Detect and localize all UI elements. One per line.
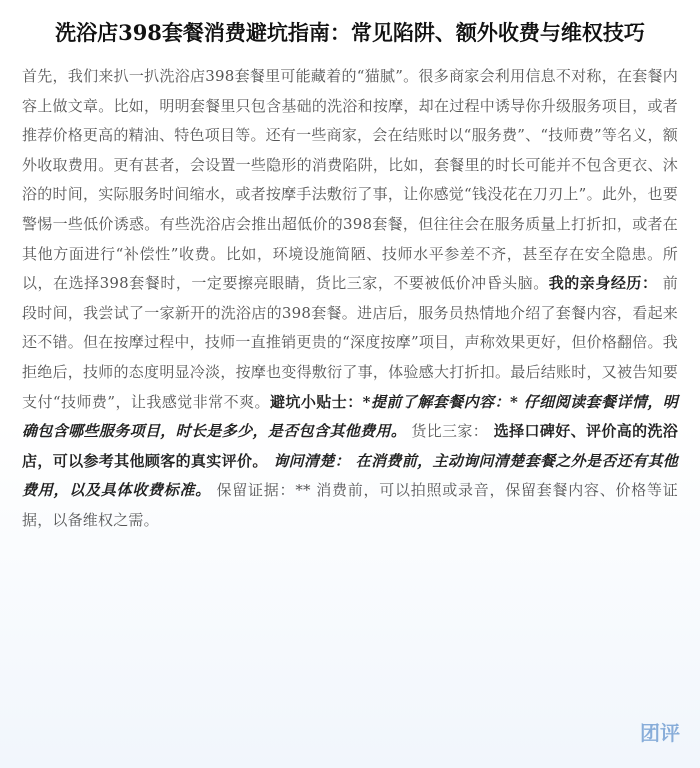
tip4-head: 保留证据：**: [211, 481, 311, 500]
tip3-body: 在消费前，主动询问清楚套餐之外是否还有其他费用，以及具体收费标准。: [22, 451, 679, 500]
tip3-head: 询问清楚：: [267, 451, 351, 470]
watermark-logo: 团评: [640, 721, 680, 745]
experience-text: 前段时间，我尝试了一家新开的洗浴店的398套餐。进店后，服务员热情地介绍了套餐内容，看起来还不错。但在按摩过程中，技师一直推销更贵的“深度按摩”项目，声称效果更好，但价格翻倍。我拒绝后，技师的态度明显冷淡，按摩也变得敷衍了事，体验感大打折扣。最后结账时，又被告知要支付“技师费”，让我感觉非常不爽。: [22, 274, 679, 411]
article-title: 洗浴店398套餐消费避坑指南：常见陷阱、额外收费与维权技巧: [55, 20, 645, 45]
tips-label: 避坑小贴士：*: [269, 392, 371, 411]
experience-label: 我的亲身经历：: [548, 274, 658, 293]
tip4-body: 消费前，可以拍照或录音，保留套餐内容、价格等证据，以备维权之需。: [22, 481, 678, 529]
tip1-head: 提前了解套餐内容：*: [370, 392, 519, 411]
intro-paragraph: 首先，我们来扒一扒洗浴店398套餐里可能藏着的“猫腻”。很多商家会利用信息不对称，在套餐内容上做文章。比如，明明套餐里只包含基础的洗浴和按摩，却在过程中诱导你升级服务项目，或者推荐价格更高的精油、特色项目等。还有一些商家，会在结账时以“服务费”、“技师费”等名义，额外收取费用。更有甚者，会设置一些隐形的消费陷阱，比如，套餐里的时长可能并不包含更衣、沐浴的时间，实际服务时间缩水，或者按摩手法敷衍了事，让你感觉“钱没花在刀刃上”。此外，也要警惕一些低价诱惑。有些洗浴店会推出超低价的398套餐，但往往会在服务质量上打折扣，或者在其他方面进行“补偿性”收费。比如，环境设施简陋、技师水平参差不齐，甚至存在安全隐患。所以，在选择398套餐时，一定要擦亮眼睛，货比三家，不要被低价冲昏头脑。: [22, 67, 678, 293]
tip2-head: 货比三家：: [406, 422, 489, 441]
article-body: [22, 62, 678, 536]
tip2-body: 选择口碑好、评价高的洗浴店，可以参考其他顾客的真实评价。: [22, 422, 679, 470]
tip1-body: 仔细阅读套餐详情，明确包含哪些服务项目，时长是多少，是否包含其他费用。: [22, 392, 678, 441]
